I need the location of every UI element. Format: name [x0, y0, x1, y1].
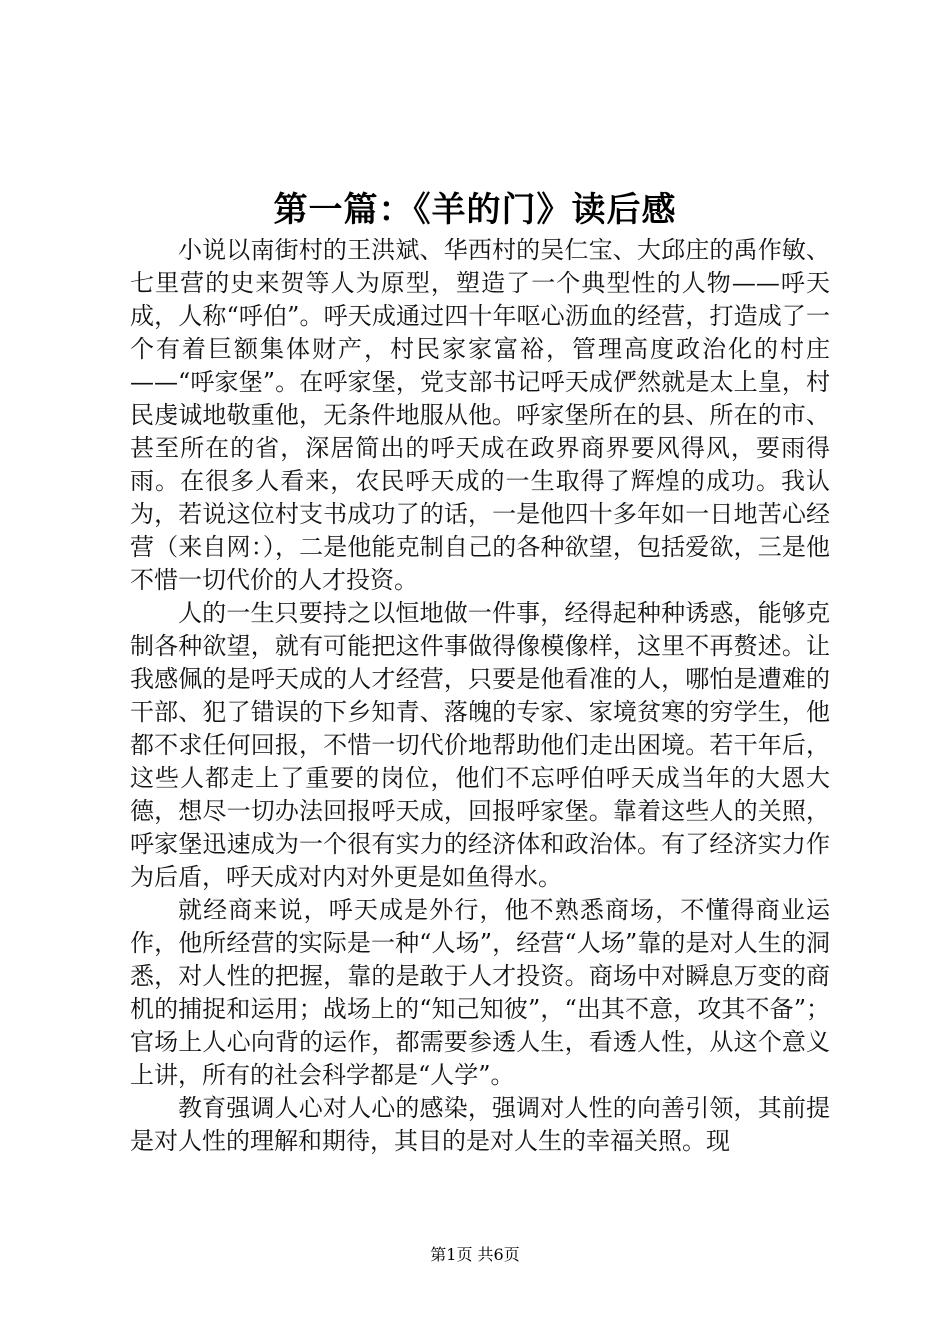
paragraph-4: 教育强调人心对人心的感染，强调对人性的向善引领，其前提是对人性的理解和期待，其目的是对人生的幸福关照。现	[130, 1094, 830, 1155]
document-title: 第一篇：《羊的门》读后感	[273, 190, 677, 230]
paragraph-3: 就经商来说，呼天成是外行，他不熟悉商场，不懂得商业运作，他所经营的实际是一种“人场”，经营“人场”靠的是对人生的洞悉，对人性的把握，靠的是敢于人才投资。商场中对瞬息万变的商机的捕捉和运用；战场上的“知己知彼”，“出其不意，攻其不备”；官场上人心向背的运作，都需要参透人生，看透人性，从这个意义上讲，所有的社会科学都是“人学”。	[130, 896, 830, 1089]
paragraph-2: 人的一生只要持之以恒地做一件事，经得起种种诱惑，能够克制各种欲望，就有可能把这件事做得像模像样，这里不再赘述。让我感佩的是呼天成的人才经营，只要是他看准的人，哪怕是遭难的干部、犯了错误的下乡知青、落魄的专家、家境贫寒的穷学生，他都不求任何回报，不惜一切代价地帮助他们走出困境。若干年后，这些人都走上了重要的岗位，他们不忘呼伯呼天成当年的大恩大德，想尽一切办法回报呼天成，回报呼家堡。靠着这些人的关照，呼家堡迅速成为一个很有实力的经济体和政治体。有了经济实力作为后盾，呼天成对内对外更是如鱼得水。	[130, 599, 830, 891]
page-footer: 第1页 共6页	[430, 1245, 520, 1264]
document-body	[130, 234, 830, 1158]
paragraph-1: 小说以南街村的王洪斌、华西村的吴仁宝、大邱庄的禹作敏、七里营的史来贺等人为原型，塑造了一个典型性的人物——呼天成，人称“呼伯”。呼天成通过四十年呕心沥血的经营，打造成了一个有着巨额集体财产，村民家家富裕，管理高度政治化的村庄——“呼家堡”。在呼家堡，党支部书记呼天成俨然就是太上皇，村民虔诚地敬重他，无条件地服从他。呼家堡所在的县、所在的市、甚至所在的省，深居简出的呼天成在政界商界要风得风，要雨得雨。在很多人看来，农民呼天成的一生取得了辉煌的成功。我认为，若说这位村支书成功了的话，一是他四十多年如一日地苦心经营（来自网：），二是他能克制自己的各种欲望，包括爱欲，三是他不惜一切代价的人才投资。	[130, 236, 830, 594]
